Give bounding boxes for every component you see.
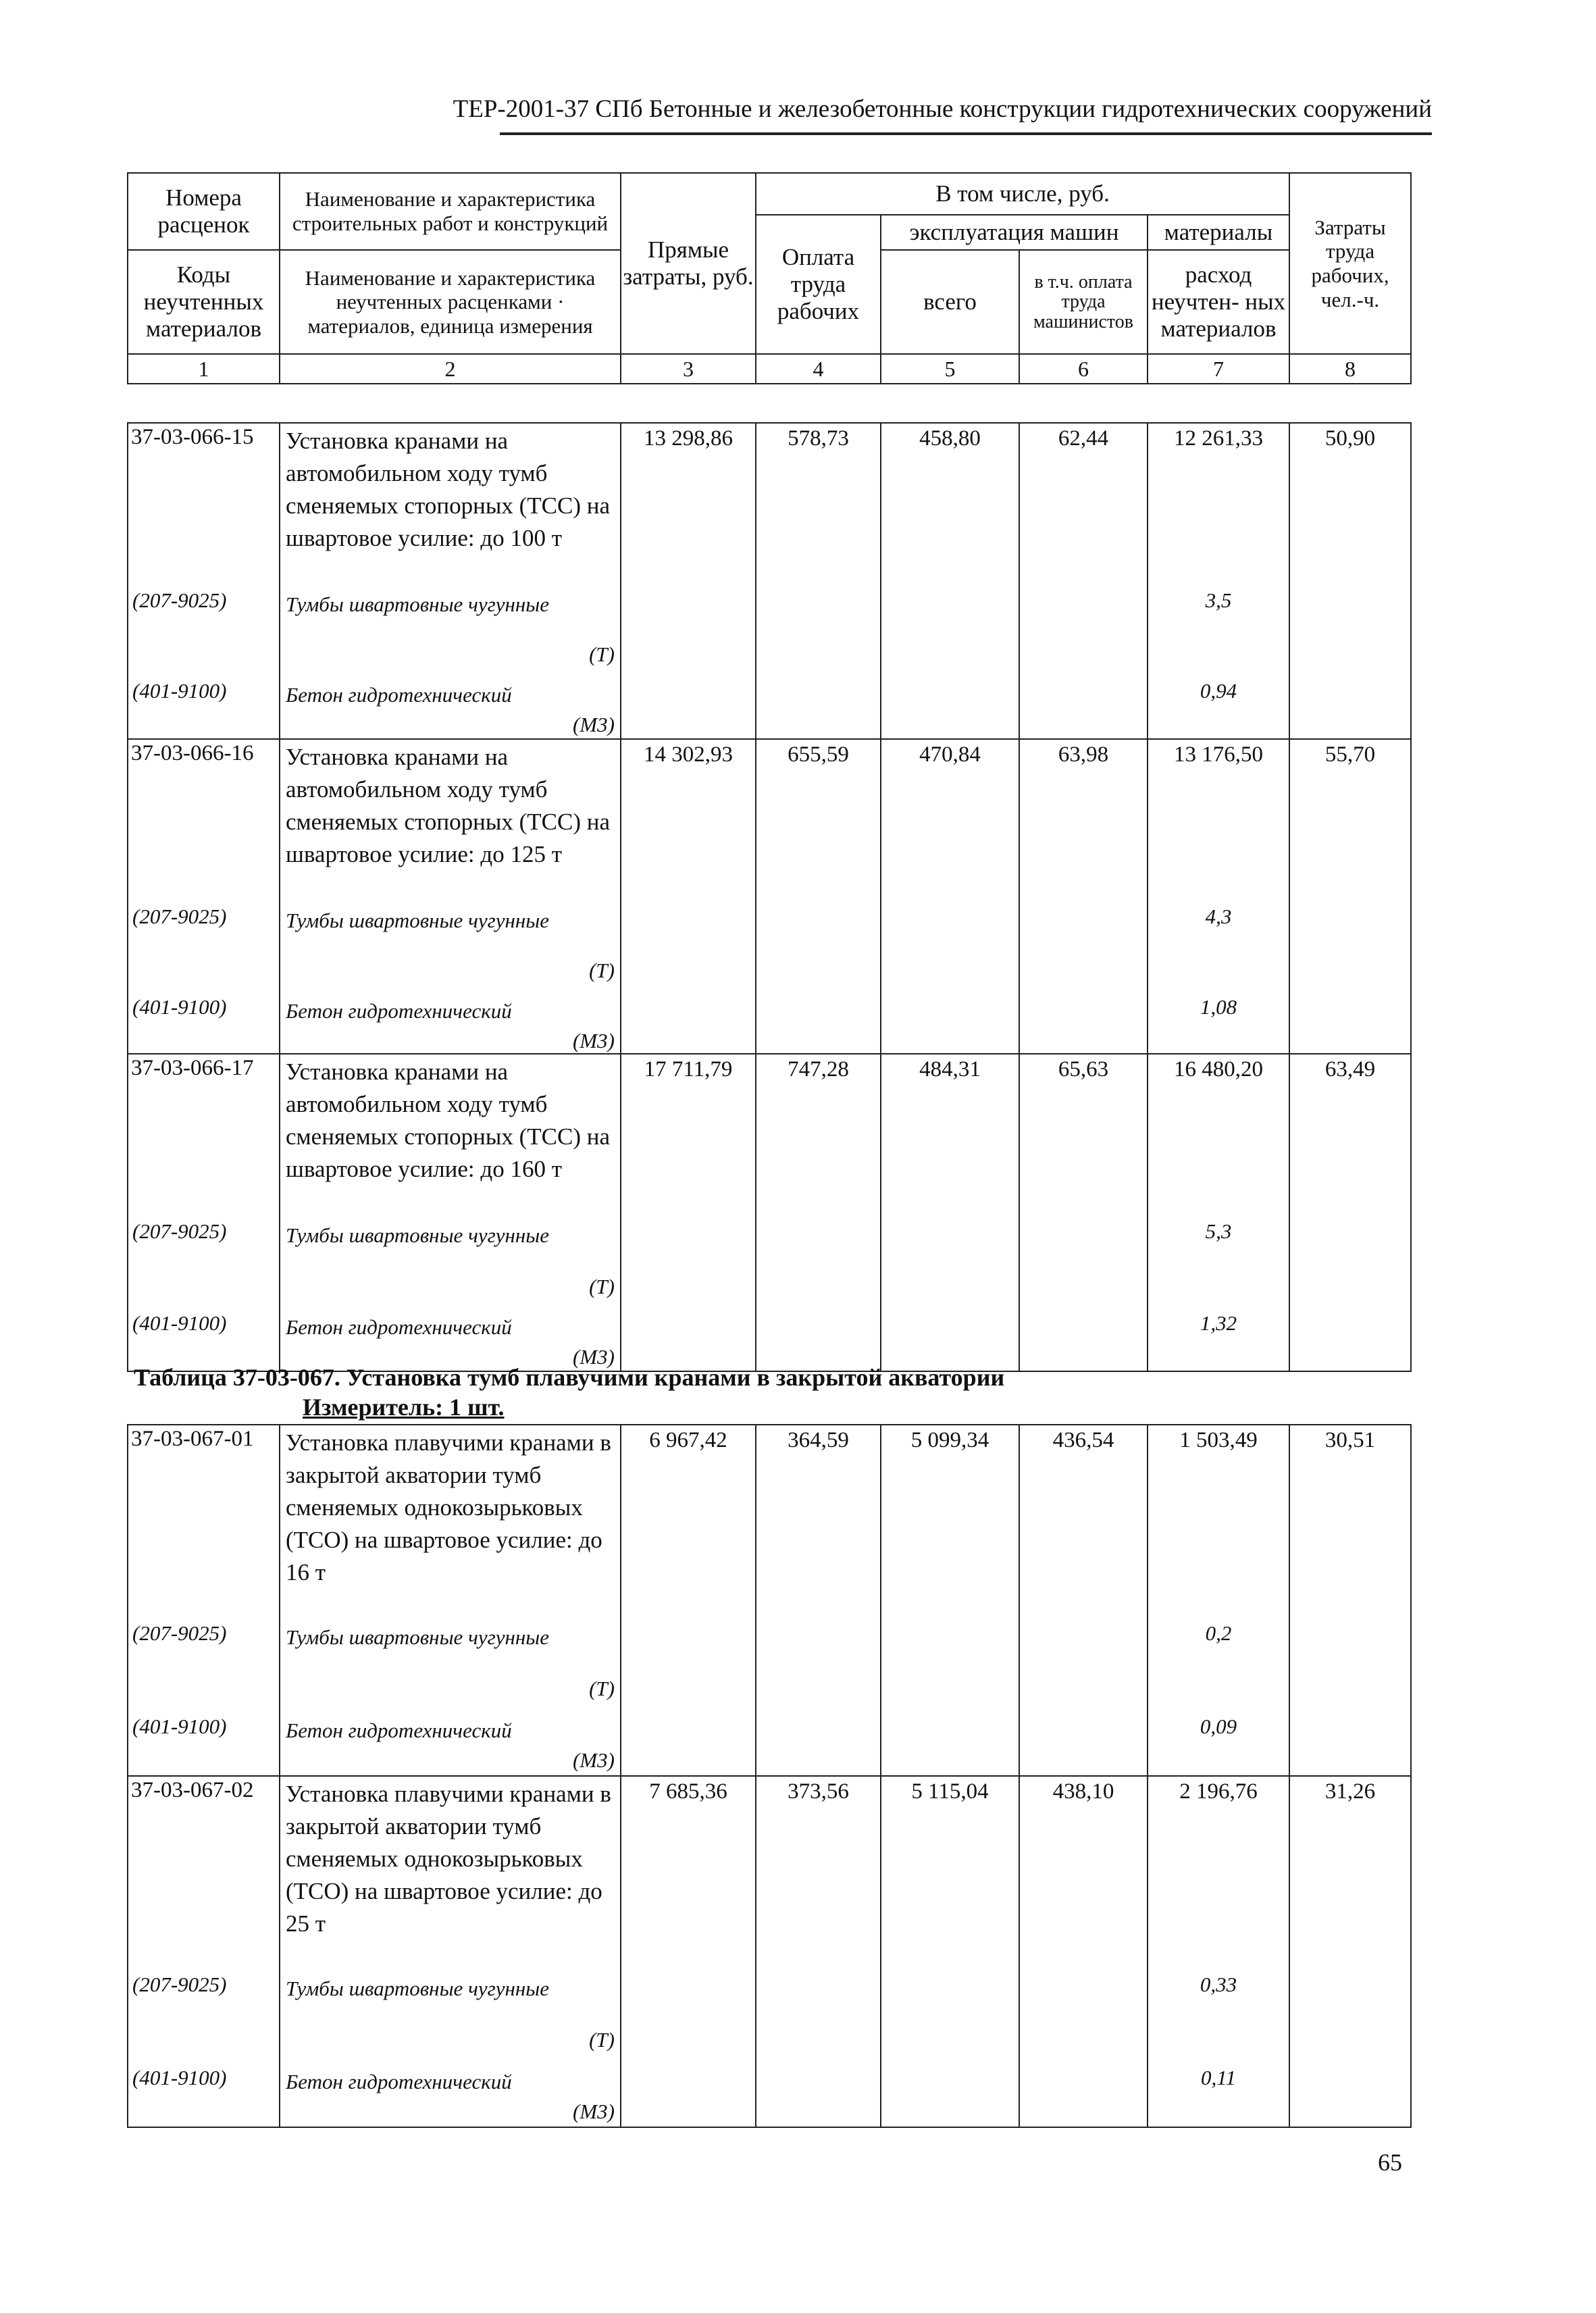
materials-cell	[1148, 1054, 1289, 1371]
material-unit: (М3)	[573, 1029, 615, 1052]
rate-code: 37-03-066-16	[131, 741, 254, 765]
labor-hours: 55,70	[1289, 739, 1411, 1054]
header-wages: Оплата труда рабочих	[756, 215, 881, 354]
wages: 747,28	[756, 1054, 881, 1371]
material-code: (207-9025)	[132, 1219, 227, 1243]
material-name: Бетон гидротехнический	[286, 1315, 512, 1339]
operators-wages: 63,98	[1019, 739, 1148, 1054]
material-code: (207-9025)	[132, 905, 227, 928]
operators-wages: 65,63	[1019, 1054, 1148, 1371]
rate-description-cell	[280, 423, 621, 739]
table-row	[128, 1054, 1411, 1371]
materials-cell	[1148, 739, 1289, 1054]
header-rule	[500, 132, 1432, 135]
column-number: 4	[756, 354, 881, 384]
rates-table-066	[127, 422, 1412, 1372]
header-codes-unaccounted: Коды неучтенных материалов	[128, 250, 280, 354]
header-materials: материалы	[1148, 215, 1289, 250]
header-machines-total: всего	[881, 250, 1019, 354]
direct-costs: 14 302,93	[621, 739, 756, 1054]
materials-cost: 16 480,20	[1174, 1057, 1263, 1082]
material-quantity: 0,11	[1201, 2066, 1236, 2089]
material-name: Бетон гидротехнический	[286, 1719, 512, 1742]
table-title: Таблица 37-03-067. Установка тумб плавучими кранами в закрытой акватории	[134, 1364, 1005, 1391]
materials-cost: 2 196,76	[1179, 1779, 1258, 1804]
rates-table-067	[127, 1424, 1412, 2128]
material-name: Бетон гидротехнический	[286, 2070, 512, 2093]
labor-hours: 31,26	[1289, 1776, 1411, 2127]
machines-total: 470,84	[881, 739, 1019, 1054]
rate-description: Установка кранами на автомобильном ходу тумб сменяемых стопорных (ТСС) на швартовое усилие: до 125 т	[286, 744, 610, 867]
column-number: 8	[1289, 354, 1411, 384]
header-unaccounted-materials: расход неучтен- ных материалов	[1148, 250, 1289, 354]
column-number: 2	[280, 354, 621, 384]
material-unit: (Т)	[589, 2028, 615, 2052]
page-header: ТЕР-2001-37 СПб Бетонные и железобетонные конструкции гидротехнических сооружений	[453, 95, 1432, 123]
header-work-name: Наименование и характеристика строительных работ и конструкций	[280, 173, 621, 250]
material-name: Бетон гидротехнический	[286, 999, 512, 1023]
material-name: Тумбы швартовные чугунные	[286, 592, 549, 616]
column-header-table	[127, 172, 1412, 384]
rate-code: 37-03-067-01	[131, 1427, 254, 1451]
rate-description: Установка кранами на автомобильном ходу тумб сменяемых стопорных (ТСС) на швартовое усилие: до 160 т	[286, 1059, 610, 1182]
material-code: (401-9100)	[132, 679, 227, 703]
rate-description-cell	[280, 1776, 621, 2127]
header-machine-operation: эксплуатация машин	[881, 215, 1148, 250]
header-rate-numbers: Номера расценок	[128, 173, 280, 250]
column-number: 1	[128, 354, 280, 384]
materials-cell	[1148, 423, 1289, 739]
rate-code: 37-03-066-15	[131, 425, 254, 449]
machines-total: 458,80	[881, 423, 1019, 739]
labor-hours: 63,49	[1289, 1054, 1411, 1371]
rate-description: Установка кранами на автомобильном ходу тумб сменяемых стопорных (ТСС) на швартовое усилие: до 100 т	[286, 428, 610, 551]
rate-code-cell	[128, 1054, 280, 1371]
materials-cell	[1148, 1776, 1289, 2127]
material-quantity: 0,09	[1200, 1714, 1237, 1738]
rate-description-cell	[280, 1425, 621, 1776]
material-unit: (М3)	[573, 2100, 615, 2123]
rate-code: 37-03-067-02	[131, 1778, 254, 1802]
table-row	[128, 739, 1411, 1054]
page-number: 65	[1378, 2149, 1402, 2176]
rate-description: Установка плавучими кранами в закрытой акватории тумб сменяемых однокозырьковых (ТСО) на швартовое усилие: до 25 т	[286, 1781, 611, 1937]
header-direct-costs: Прямые затраты, руб.	[621, 173, 756, 354]
material-unit: (М3)	[573, 1748, 615, 1772]
machines-total: 5 115,04	[881, 1776, 1019, 2127]
rate-code: 37-03-066-17	[131, 1056, 254, 1080]
materials-cost: 13 176,50	[1174, 742, 1263, 767]
direct-costs: 13 298,86	[621, 423, 756, 739]
machines-total: 484,31	[881, 1054, 1019, 1371]
material-name: Тумбы швартовные чугунные	[286, 909, 549, 932]
material-unit: (Т)	[589, 1275, 615, 1298]
operators-wages: 436,54	[1019, 1425, 1148, 1776]
material-unit: (М3)	[573, 713, 615, 736]
table-row	[128, 1776, 1411, 2127]
material-code: (401-9100)	[132, 2066, 227, 2089]
material-unit: (Т)	[589, 642, 615, 666]
header-including-group: В том числе, руб.	[756, 173, 1289, 215]
wages: 578,73	[756, 423, 881, 739]
table-row	[128, 1425, 1411, 1776]
header-operators-wages: в т.ч. оплата труда машинистов	[1019, 250, 1148, 354]
material-unit: (Т)	[589, 959, 615, 982]
material-quantity: 5,3	[1205, 1219, 1232, 1243]
material-code: (401-9100)	[132, 1714, 227, 1738]
material-unit: (Т)	[589, 1677, 615, 1700]
materials-cost: 12 261,33	[1174, 426, 1263, 451]
column-number: 3	[621, 354, 756, 384]
rate-code-cell	[128, 423, 280, 739]
operators-wages: 438,10	[1019, 1776, 1148, 2127]
material-unit: (М3)	[573, 1345, 615, 1369]
material-code: (207-9025)	[132, 1973, 227, 1996]
rate-description-cell	[280, 739, 621, 1054]
rate-code-cell	[128, 1776, 280, 2127]
material-code: (207-9025)	[132, 588, 227, 612]
material-quantity: 1,32	[1200, 1311, 1237, 1335]
labor-hours: 30,51	[1289, 1425, 1411, 1776]
rate-description-cell	[280, 1054, 621, 1371]
operators-wages: 62,44	[1019, 423, 1148, 739]
wages: 364,59	[756, 1425, 881, 1776]
column-number: 5	[881, 354, 1019, 384]
column-number: 6	[1019, 354, 1148, 384]
material-quantity: 3,5	[1205, 588, 1232, 612]
table-meter: Измеритель: 1 шт.	[303, 1394, 505, 1421]
material-name: Тумбы швартовные чугунные	[286, 1625, 549, 1649]
material-quantity: 4,3	[1205, 905, 1232, 928]
direct-costs: 17 711,79	[621, 1054, 756, 1371]
rate-code-cell	[128, 739, 280, 1054]
machines-total: 5 099,34	[881, 1425, 1019, 1776]
material-code: (401-9100)	[132, 1311, 227, 1335]
material-quantity: 0,94	[1200, 679, 1237, 703]
table-row	[128, 423, 1411, 739]
materials-cost: 1 503,49	[1179, 1428, 1258, 1452]
header-material-name: Наименование и характеристика неучтенных расценками · материалов, единица измерения	[280, 250, 621, 354]
labor-hours: 50,90	[1289, 423, 1411, 739]
material-name: Тумбы швартовные чугунные	[286, 1223, 549, 1247]
rate-code-cell	[128, 1425, 280, 1776]
header-labor-hours: Затраты труда рабочих, чел.-ч.	[1289, 173, 1411, 354]
wages: 655,59	[756, 739, 881, 1054]
materials-cell	[1148, 1425, 1289, 1776]
material-quantity: 1,08	[1200, 995, 1237, 1019]
material-code: (207-9025)	[132, 1621, 227, 1645]
material-quantity: 0,2	[1205, 1621, 1232, 1645]
column-number: 7	[1148, 354, 1289, 384]
material-name: Тумбы швартовные чугунные	[286, 1977, 549, 2000]
wages: 373,56	[756, 1776, 881, 2127]
material-code: (401-9100)	[132, 995, 227, 1019]
material-quantity: 0,33	[1200, 1973, 1237, 1996]
rate-description: Установка плавучими кранами в закрытой акватории тумб сменяемых однокозырьковых (ТСО) на швартовое усилие: до 16 т	[286, 1429, 611, 1585]
material-name: Бетон гидротехнический	[286, 683, 512, 707]
direct-costs: 6 967,42	[621, 1425, 756, 1776]
direct-costs: 7 685,36	[621, 1776, 756, 2127]
